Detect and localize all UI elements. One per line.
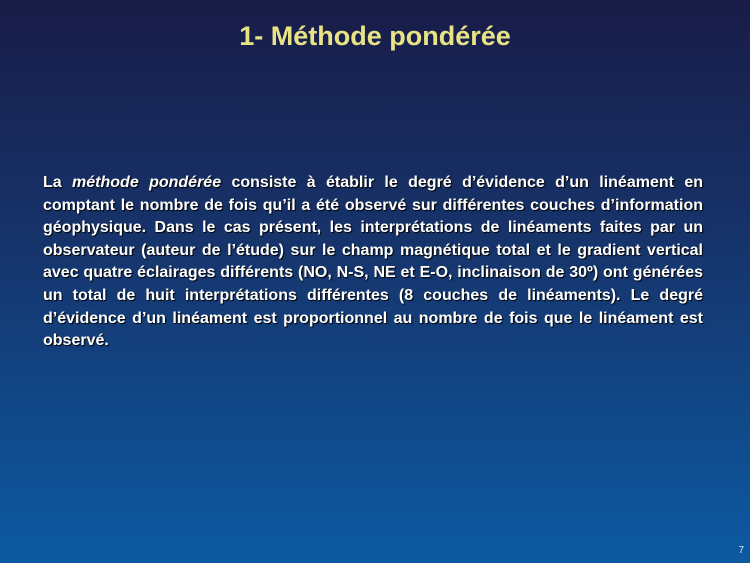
slide-body-paragraph	[43, 172, 703, 353]
body-emphasis: méthode pondérée	[72, 174, 222, 191]
slide-title: 1- Méthode pondérée	[239, 21, 511, 51]
body-text: consiste à établir le degré d’évidence d’un linéament en comptant le nombre de fois qu’il a été observé sur différentes couches d’information géophysique. Dans le cas présent, les interprétations de linéaments faites par un observateur (auteur de l’étude) sur le champ magnétique total et le gradient vertical avec quatre éclairages différents (NO, N-S, NE et E-O, inclinaison de 30º) ont générées un total de huit interprétations différentes (8 couches de linéaments). Le degré d’évidence d’un linéament est proportionnel au nombre de fois que le linéament est observé.	[43, 174, 703, 350]
page-number: 7	[738, 545, 744, 556]
body-prefix: La	[43, 174, 73, 191]
